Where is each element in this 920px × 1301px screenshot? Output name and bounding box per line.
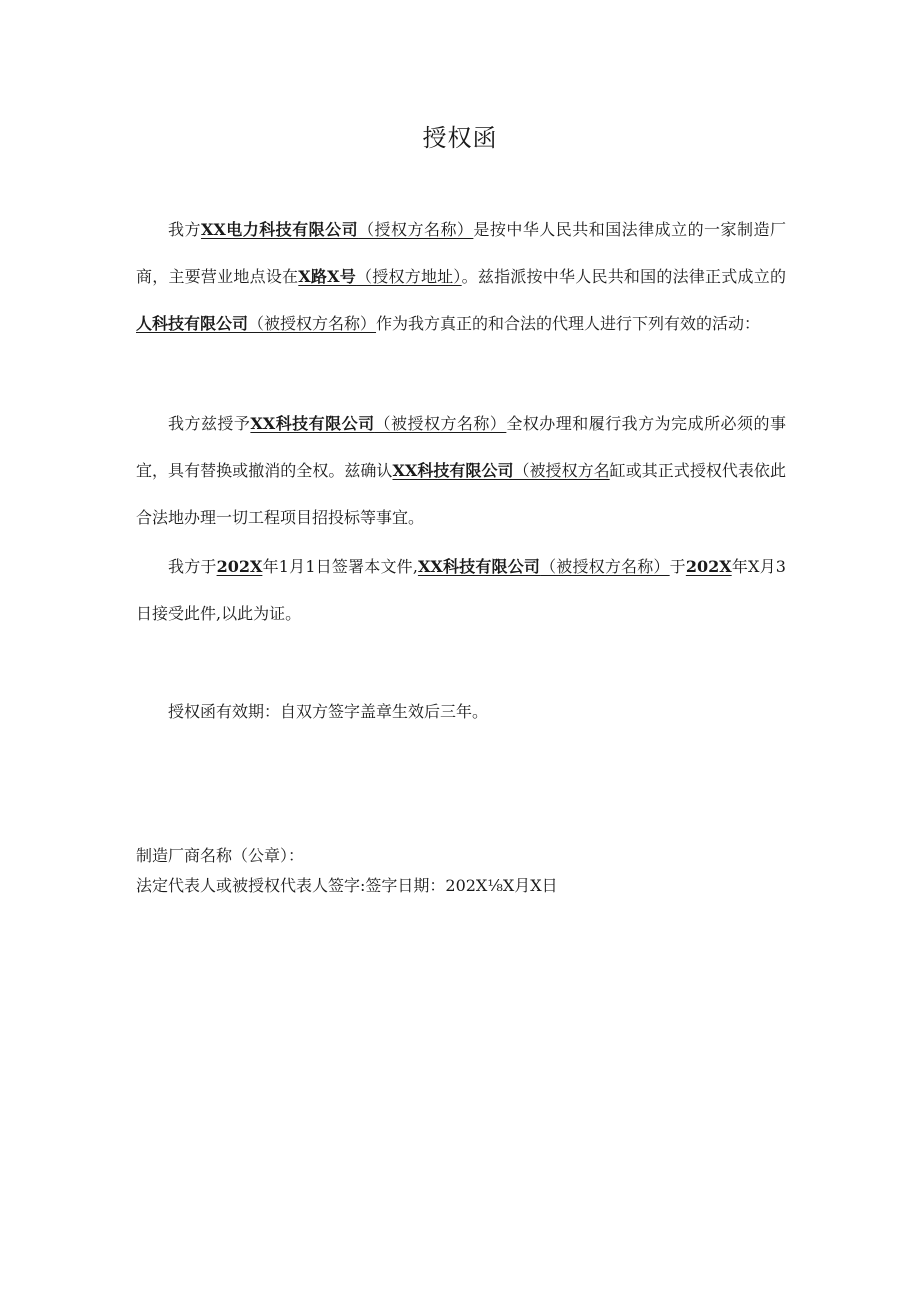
- grantee-name: XX科技有限公司: [417, 557, 541, 576]
- manufacturer-seal-line: 制造厂商名称（公章）：: [136, 846, 305, 865]
- paragraph-grant: [136, 400, 786, 541]
- text: 我方兹授予: [168, 414, 251, 433]
- text: 于: [669, 557, 686, 576]
- sign-year: 202X: [216, 557, 263, 576]
- grantor-name: XX电力科技有限公司: [200, 220, 359, 239]
- paragraph-authorization: [136, 206, 786, 347]
- paragraph-signing: [136, 543, 786, 637]
- grantee-name-field: [136, 314, 376, 333]
- grantee-name-hint: （被授权方名称）: [540, 557, 670, 576]
- text: 全权办理和履行我方为完成所必须的事宜，具有替换或撤消的全权。兹确认: [136, 414, 786, 480]
- text: 我方于: [168, 557, 217, 576]
- text: 作为我方真正的和合法的代理人进行下列有效的活动：: [376, 314, 761, 333]
- representative-signature-line: 法定代表人或被授权代表人签字:签字日期：202X⅛X月X日: [136, 876, 558, 895]
- text: 年X月3日接受此件,以此为证。: [136, 557, 786, 623]
- text: 。兹指派按中华人民共和国的法律正式成立的: [461, 267, 786, 286]
- grantor-address-hint: （授权方地址）: [356, 267, 462, 286]
- text: 缸或其正式授权代表依此合法地办理一切工程项目招投标等事宜。: [136, 461, 786, 527]
- grantee-name: XX科技有限公司: [250, 414, 375, 433]
- accept-year: 202X: [685, 557, 732, 576]
- grantee-name: 人科技有限公司: [136, 314, 249, 333]
- grantee-name-hint: （被授权方名: [513, 461, 610, 480]
- grantee-name-hint: （被授权方名称）: [248, 314, 377, 333]
- grantee-name-field: [250, 414, 506, 433]
- grantee-name-field: [418, 557, 670, 576]
- text: 年1月1日签署本文件,: [262, 557, 418, 576]
- page-title: 授权函: [422, 124, 498, 152]
- grantee-name-field: [392, 461, 609, 480]
- grantee-name-hint: （被授权方名称）: [374, 414, 507, 433]
- grantor-name-hint: （授权方名称）: [358, 220, 474, 239]
- grantor-address: X路X号: [298, 267, 357, 286]
- grantor-name-field: [201, 220, 473, 239]
- text: 我方: [168, 220, 201, 239]
- validity-text: 授权函有效期：自双方签字盖章生效后三年。: [168, 702, 489, 721]
- text: 是按中华人民共和国法律成立的一家制造厂商，主要营业地点设在: [136, 220, 786, 286]
- grantee-name: XX科技有限公司: [392, 461, 514, 480]
- grantor-address-field: [298, 267, 461, 286]
- paragraph-validity: [136, 688, 786, 735]
